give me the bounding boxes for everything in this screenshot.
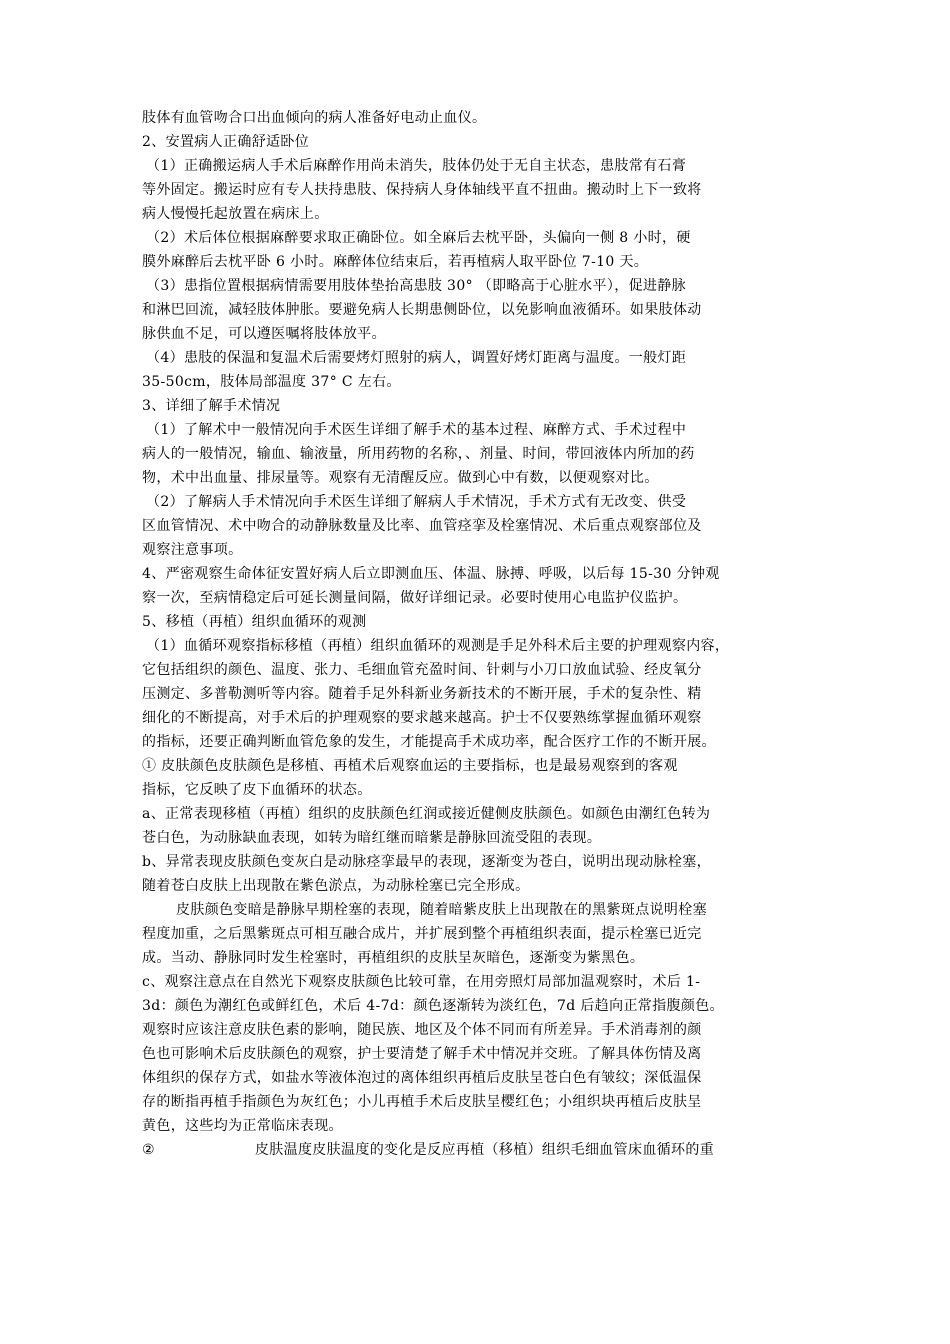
text-line: （1）了解术中一般情况向手术医生详细了解手术的基本过程、麻醉方式、手术过程中 [146,422,687,438]
text-line: 观察注意事项。 [142,542,243,558]
text-line: 病人慢慢托起放置在病床上。 [142,206,329,222]
text-line: 和淋巴回流，减轻肢体肿胀。要避免病人长期患侧卧位，以免影响血液循环。如果肢体动 [142,302,702,318]
text-line: 成。当动、静脉同时发生栓塞时，再植组织的皮肤呈灰暗色，逐渐变为紫黑色。 [142,950,645,966]
text-line: 程度加重，之后黑紫斑点可相互融合成片，并扩展到整个再植组织表面，提示栓塞已近完 [142,926,702,942]
text-line: 黄色，这些均为正常临床表现。 [142,1118,343,1134]
section-heading: 3、详细了解手术情况 [142,398,281,414]
text-line: ① 皮肤颜色皮肤颜色是移植、再植术后观察血运的主要指标，也是最易观察到的客观 [142,758,678,774]
text-line: 指标，它反映了皮下血循环的状态。 [142,782,372,798]
text-line: 皮肤颜色变暗是静脉早期栓塞的表现，随着暗紫皮肤上出现散在的黑紫斑点说明栓塞 [176,902,707,918]
text-line: 物，术中出血量、排尿量等。观察有无清醒反应。做到心中有数，以便观察对比。 [142,470,659,486]
text-line: （1）正确搬运病人手术后麻醉作用尚未消失，肢体仍处于无自主状态，患肢常有石膏 [146,158,687,174]
text-line: 区血管情况、术中吻合的动静脉数量及比率、血管痉挛及栓塞情况、术后重点观察部位及 [142,518,702,534]
circled-number-marker: ② [142,1142,155,1158]
text-line: b、异常表现皮肤颜色变灰白是动脉痉挛最早的表现，逐渐变为苍白，说明出现动脉栓塞， [142,854,711,870]
text-line: 等外固定。搬运时应有专人扶持患肢、保持病人身体轴线平直不扭曲。搬动时上下一致将 [142,182,702,198]
text-line: 体组织的保存方式，如盐水等液体泡过的离体组织再植后皮肤呈苍白色有皱纹；深低温保 [142,1070,702,1086]
text-line: 随着苍白皮肤上出现散在紫色淤点，为动脉栓塞已完全形成。 [142,878,530,894]
text-line: （3）患指位置根据病情需要用肢体垫抬高患肢 30° （即略高于心脏水平），促进静脉 [146,278,686,294]
text-line: 压测定、多普勒测听等内容。随着手足外科新业务新技术的不断开展，手术的复杂性、精 [142,686,702,702]
text-line: 它包括组织的颜色、温度、张力、毛细血管充盈时间、针刺与小刀口放血试验、经皮氧分 [142,662,702,678]
text-line: （4）患肢的保温和复温术后需要烤灯照射的病人，调置好烤灯距离与温度。一般灯距 [146,350,687,366]
text-line: 3d：颜色为潮红色或鲜红色，术后 4-7d：颜色逐渐转为淡红色，7d 后趋向正常指腹颜色。 [142,998,724,1014]
text-line: （1）血循环观察指标移植（再植）组织血循环的观测是手足外科术后主要的护理观察内容， [146,638,730,654]
text-line: （2）术后体位根据麻醉要求取正确卧位。如全麻后去枕平卧，头偏向一侧 8 小时，硬 [146,230,691,246]
text-line: 察一次，至病情稳定后可延长测量间隔，做好详细记录。必要时使用心电监护仪监护。 [142,590,688,606]
section-heading: 2、安置病人正确舒适卧位 [142,134,310,150]
text-line: 病人的一般情况，输血、输液量，所用药物的名称，、剂量、时间，带回液体内所加的药 [142,446,695,462]
text-line: 苍白色，为动脉缺血表现，如转为暗红继而暗紫是静脉回流受阻的表现。 [142,830,602,846]
text-line [142,1138,822,1162]
text-line: a、正常表现移植（再植）组织的皮肤颜色红润或接近健侧皮肤颜色。如颜色由潮红色转为 [142,806,711,822]
text-line: 肢体有血管吻合口出血倾向的病人准备好电动止血仪。 [142,110,487,126]
text-line: c、观察注意点在自然光下观察皮肤颜色比较可靠，在用旁照灯局部加温观察时，术后 1- [142,974,701,990]
section-heading: 5、移植（再植）组织血循环的观测 [142,614,367,630]
document-body [142,106,822,1162]
text-line: 的指标，还要正确判断血管危象的发生，才能提高手术成功率，配合医疗工作的不断开展。 [142,734,716,750]
text-line: 膜外麻醉后去枕平卧 6 小时。麻醉体位结束后，若再植病人取平卧位 7-10 天。 [142,254,649,270]
text-line: 存的断指再植手指颜色为灰红色；小儿再植手术后皮肤呈樱红色；小组织块再植后皮肤呈 [142,1094,702,1110]
text-line: 脉供血不足，可以遵医嘱将肢体放平。 [142,326,386,342]
text-line: 35-50cm，肢体局部温度 37° C 左右。 [142,374,401,390]
text-span: 皮肤温度皮肤温度的变化是反应再植（移植）组织毛细血管床血循环的重 [254,1142,715,1158]
text-line: 细化的不断提高，对手术后的护理观察的要求越来越高。护士不仅要熟练掌握血循环观察 [142,710,702,726]
text-line: 观察时应该注意皮肤色素的影响，随民族、地区及个体不同而有所差异。手术消毒剂的颜 [142,1022,702,1038]
section-heading: 4、严密观察生命体征安置好病人后立即测血压、体温、脉搏、呼吸，以后每 15-30 分钟观 [142,566,720,582]
text-line: （2）了解病人手术情况向手术医生详细了解病人手术情况，手术方式有无改变、供受 [146,494,687,510]
text-line: 色也可影响术后皮肤颜色的观察，护士要清楚了解手术中情况并交班。了解具体伤情及离 [142,1046,702,1062]
